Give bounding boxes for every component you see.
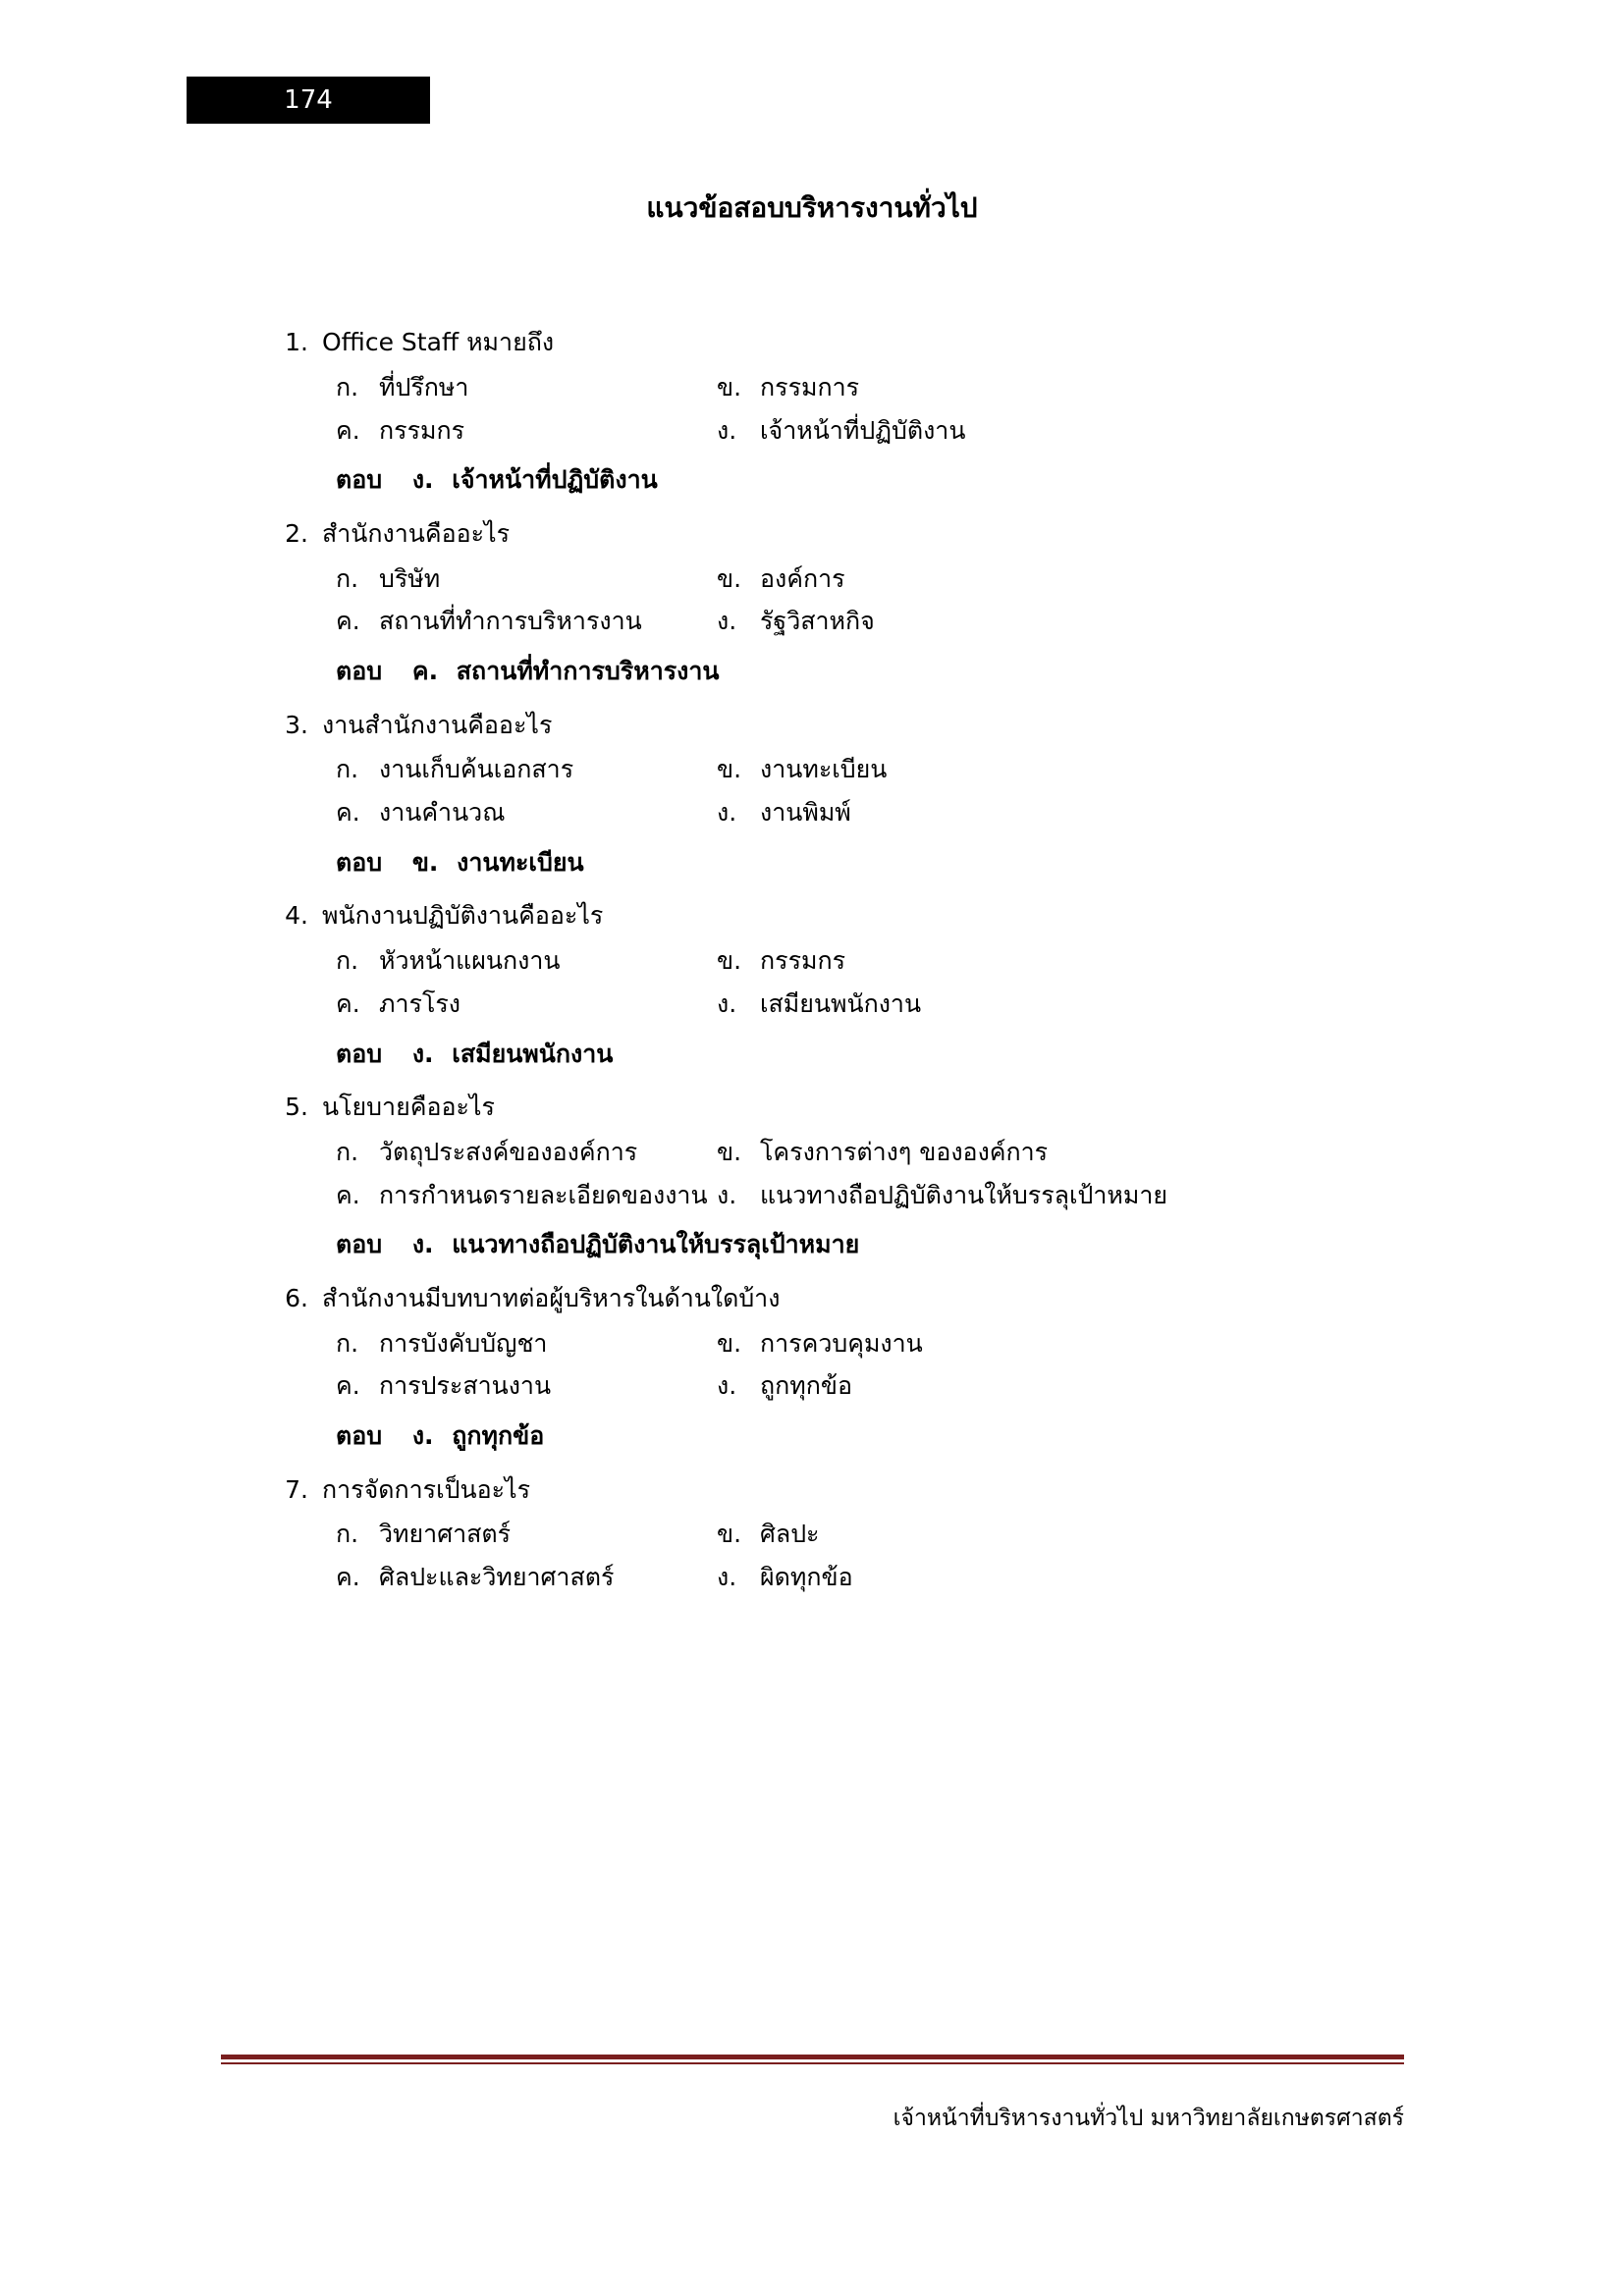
answer-line	[275, 651, 1453, 693]
question-line	[275, 1089, 1453, 1127]
choice-c-label: ค.	[336, 1180, 360, 1209]
answer-line	[275, 1034, 1453, 1076]
answer-prefix: ตอบ	[336, 657, 383, 685]
choice-b-text: องค์การ	[760, 563, 845, 593]
choice-c-text: การประสานงาน	[379, 1371, 552, 1401]
answer-key: ค.	[411, 657, 439, 685]
choice-c	[275, 983, 717, 1026]
choice-c-label: ค.	[336, 1371, 360, 1401]
choice-row	[275, 558, 1453, 601]
choices-group	[275, 558, 1453, 644]
question-line	[275, 1471, 1453, 1510]
question-item	[275, 515, 1453, 693]
choice-b-label: ข.	[717, 1137, 742, 1166]
question-text: การจัดการเป็นอะไร	[322, 1474, 531, 1504]
question-text: สำนักงานคืออะไร	[322, 518, 511, 548]
answer-key: ง.	[411, 1039, 434, 1068]
choice-b-text: งานทะเบียน	[760, 755, 888, 784]
choice-d-label: ง.	[717, 607, 737, 636]
choice-d-label: ง.	[717, 798, 737, 827]
question-text: นโยบายคืออะไร	[322, 1093, 495, 1121]
choice-b	[717, 366, 1453, 409]
choice-a-label: ก.	[336, 372, 359, 401]
choice-d-text: แนวทางถือปฏิบัติงานให้บรรลุเป้าหมาย	[760, 1180, 1168, 1209]
footer-divider-thin	[221, 2062, 1404, 2064]
choice-d-text: งานพิมพ์	[760, 798, 851, 827]
choices-group	[275, 1131, 1453, 1217]
question-number: 2.	[285, 518, 308, 548]
choice-d-text: ถูกทุกข้อ	[760, 1371, 852, 1401]
choice-row	[275, 1322, 1453, 1365]
choice-c	[275, 600, 717, 643]
question-item	[275, 1089, 1453, 1266]
choice-b	[717, 1513, 1453, 1556]
choice-b-text: กรรมการ	[760, 372, 860, 401]
choice-row	[275, 409, 1453, 453]
choice-c-text: ภารโรง	[379, 988, 461, 1018]
choice-c-label: ค.	[336, 1563, 360, 1591]
question-number: 1.	[285, 328, 308, 356]
question-item	[275, 707, 1453, 884]
choice-c-text: ศิลปะและวิทยาศาสตร์	[379, 1563, 615, 1591]
choice-b-text: ศิลปะ	[760, 1520, 820, 1549]
choice-a-label: ก.	[336, 946, 359, 975]
question-item	[275, 1280, 1453, 1458]
choice-d-label: ง.	[717, 415, 737, 445]
question-line	[275, 1280, 1453, 1318]
choice-d	[717, 409, 1453, 453]
question-number: 6.	[285, 1283, 308, 1312]
choice-c-text: สถานที่ทำการบริหารงาน	[379, 607, 642, 636]
answer-prefix: ตอบ	[336, 1039, 383, 1068]
choice-a	[275, 1322, 717, 1365]
choice-a	[275, 748, 717, 791]
choice-d-label: ง.	[717, 1180, 737, 1209]
choice-row	[275, 1174, 1453, 1217]
answer-text: เสมียนพนักงาน	[452, 1039, 614, 1068]
choices-group	[275, 748, 1453, 834]
question-item	[275, 1471, 1453, 1599]
choice-a-label: ก.	[336, 1328, 359, 1358]
answer-text: งานทะเบียน	[457, 847, 584, 877]
answer-key: ง.	[411, 1421, 434, 1450]
choice-c	[275, 409, 717, 453]
answer-prefix: ตอบ	[336, 465, 383, 495]
choice-a	[275, 558, 717, 601]
choice-b-label: ข.	[717, 755, 742, 784]
choice-b	[717, 1322, 1453, 1365]
question-number: 7.	[285, 1474, 308, 1504]
choice-b	[717, 558, 1453, 601]
choice-d-text: รัฐวิสาหกิจ	[760, 607, 875, 636]
choice-b-text: กรรมกร	[760, 946, 846, 975]
footer-label: เจ้าหน้าที่บริหารงานทั่วไป มหาวิทยาลัยเกษตรศาสตร์	[893, 2106, 1404, 2131]
choice-row	[275, 791, 1453, 834]
answer-text: เจ้าหน้าที่ปฏิบัติงาน	[452, 465, 658, 495]
choice-d	[717, 983, 1453, 1026]
question-text: Office Staff หมายถึง	[322, 328, 555, 356]
choice-a-label: ก.	[336, 1520, 359, 1549]
answer-key: ง.	[411, 465, 434, 495]
choice-a-text: หัวหน้าแผนกงาน	[379, 946, 561, 975]
choice-d-label: ง.	[717, 988, 737, 1018]
question-number: 3.	[285, 710, 308, 739]
answer-text: สถานที่ทำการบริหารงาน	[456, 657, 720, 685]
choice-d-text: เสมียนพนักงาน	[760, 988, 922, 1018]
answer-line	[275, 459, 1453, 502]
choice-a-label: ก.	[336, 1137, 359, 1166]
question-number: 5.	[285, 1093, 308, 1121]
choice-b	[717, 939, 1453, 983]
footer-divider-thick	[221, 2055, 1404, 2059]
choice-a-text: วิทยาศาสตร์	[379, 1520, 512, 1549]
question-item	[275, 324, 1453, 502]
choice-a-text: วัตถุประสงค์ขององค์การ	[379, 1137, 638, 1166]
answer-prefix: ตอบ	[336, 1230, 383, 1259]
choice-row	[275, 1131, 1453, 1174]
choice-d	[717, 1556, 1453, 1599]
choice-d-text: เจ้าหน้าที่ปฏิบัติงาน	[760, 415, 966, 445]
choice-b-label: ข.	[717, 1328, 742, 1358]
choice-a	[275, 366, 717, 409]
question-text: งานสำนักงานคืออะไร	[322, 710, 553, 739]
choice-c-label: ค.	[336, 798, 360, 827]
answer-line	[275, 1224, 1453, 1266]
choice-d	[717, 600, 1453, 643]
choice-a	[275, 939, 717, 983]
question-line	[275, 324, 1453, 362]
choice-row	[275, 1513, 1453, 1556]
answer-key: ง.	[411, 1230, 434, 1259]
choice-d-label: ง.	[717, 1563, 737, 1591]
choice-row	[275, 1556, 1453, 1599]
choice-c-text: กรรมกร	[379, 415, 465, 445]
choice-c-label: ค.	[336, 988, 360, 1018]
answer-text: ถูกทุกข้อ	[452, 1421, 545, 1450]
choices-group	[275, 1322, 1453, 1409]
answer-prefix: ตอบ	[336, 847, 383, 877]
choice-c	[275, 1556, 717, 1599]
choice-a-text: ที่ปรึกษา	[379, 372, 469, 401]
choice-b	[717, 1131, 1453, 1174]
question-text: สำนักงานมีบทบาทต่อผู้บริหารในด้านใดบ้าง	[322, 1283, 781, 1312]
answer-text: แนวทางถือปฏิบัติงานให้บรรลุเป้าหมาย	[452, 1230, 860, 1259]
choice-row	[275, 983, 1453, 1026]
choice-b-label: ข.	[717, 563, 742, 593]
question-item	[275, 897, 1453, 1075]
choice-d	[717, 1364, 1453, 1408]
choice-a	[275, 1513, 717, 1556]
choice-b-text: โครงการต่างๆ ขององค์การ	[760, 1137, 1049, 1166]
choice-d	[717, 791, 1453, 834]
choice-c	[275, 1364, 717, 1408]
choice-c-text: งานคำนวณ	[379, 798, 506, 827]
answer-line	[275, 842, 1453, 884]
choice-b-label: ข.	[717, 946, 742, 975]
choice-row	[275, 1364, 1453, 1408]
answer-prefix: ตอบ	[336, 1421, 383, 1450]
question-line	[275, 897, 1453, 935]
page-number-label: 174	[284, 85, 333, 115]
choice-a-label: ก.	[336, 755, 359, 784]
choices-group	[275, 939, 1453, 1026]
answer-line	[275, 1415, 1453, 1458]
choices-group	[275, 1513, 1453, 1599]
choice-row	[275, 939, 1453, 983]
choice-b-label: ข.	[717, 372, 742, 401]
choice-d-text: ผิดทุกข้อ	[760, 1563, 853, 1591]
choice-a-text: การบังคับบัญชา	[379, 1328, 548, 1358]
choice-a-text: งานเก็บค้นเอกสาร	[379, 755, 574, 784]
choice-b	[717, 748, 1453, 791]
question-text: พนักงานปฏิบัติงานคืออะไร	[322, 901, 604, 931]
choice-c	[275, 791, 717, 834]
choice-row	[275, 748, 1453, 791]
choice-d-label: ง.	[717, 1371, 737, 1401]
choice-b-label: ข.	[717, 1520, 742, 1549]
choice-a-text: บริษัท	[379, 563, 441, 593]
page-title: แนวข้อสอบบริหารงานทั่วไป	[646, 191, 978, 224]
choice-c-label: ค.	[336, 415, 360, 445]
choice-a	[275, 1131, 717, 1174]
choice-c-label: ค.	[336, 607, 360, 636]
choice-row	[275, 600, 1453, 643]
choices-group	[275, 366, 1453, 453]
question-line	[275, 707, 1453, 745]
question-line	[275, 515, 1453, 554]
choice-b-text: การควบคุมงาน	[760, 1328, 923, 1358]
choice-c-text: การกำหนดรายละเอียดของงาน	[379, 1180, 708, 1209]
choice-a-label: ก.	[336, 563, 359, 593]
answer-key: ข.	[411, 847, 439, 877]
choice-c	[275, 1174, 717, 1217]
questions-list	[275, 324, 1453, 1613]
choice-d	[717, 1174, 1453, 1217]
question-number: 4.	[285, 901, 308, 931]
choice-row	[275, 366, 1453, 409]
